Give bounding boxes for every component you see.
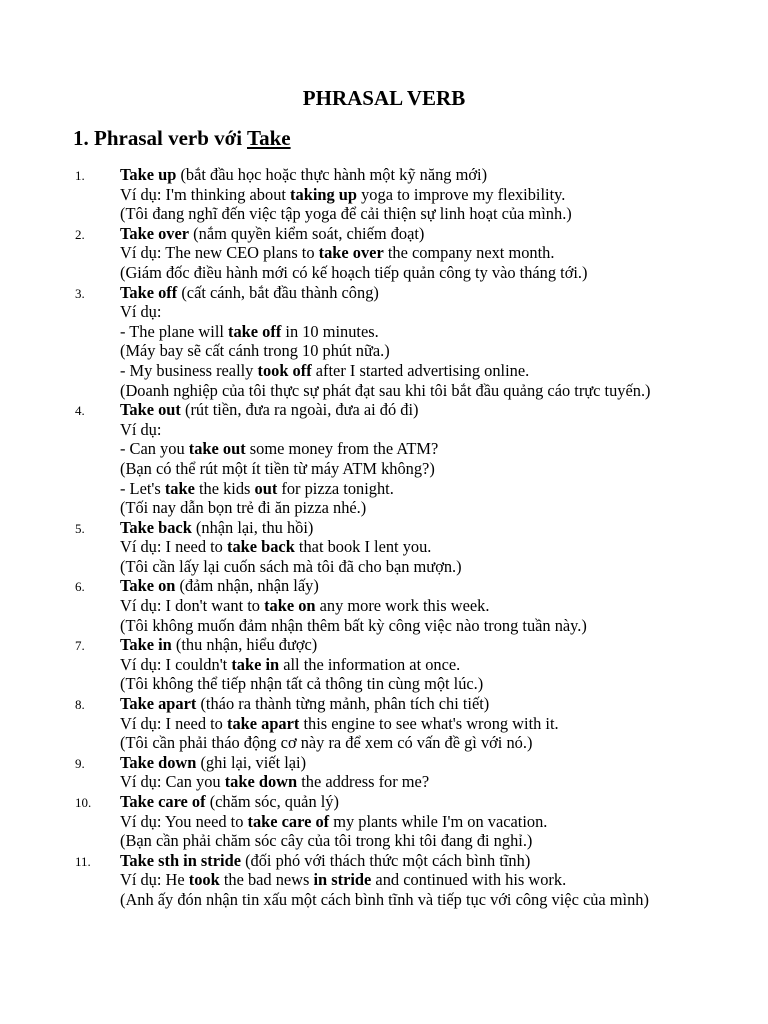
bold-phrase: Take out (120, 400, 181, 420)
bold-phrase: taking up (290, 184, 358, 204)
list-item-number: 4. (75, 403, 85, 419)
text-run: Ví dụ: I need to (120, 537, 227, 557)
text-run: Ví dụ: (120, 419, 162, 439)
example-line (120, 714, 694, 734)
list-item (0, 851, 768, 910)
bold-phrase: Take in (120, 635, 172, 655)
text-run: any more work this week. (315, 596, 490, 616)
text-run: (Máy bay sẽ cất cánh trong 10 phút nữa.) (120, 341, 390, 361)
bold-phrase: take in (231, 654, 280, 674)
text-run: after I started advertising online. (311, 360, 530, 380)
list-item (0, 518, 768, 577)
bold-phrase: Take on (120, 576, 176, 596)
text-run: (Anh ấy đón nhận tin xấu một cách bình tĩnh và tiếp tục với công việc của mình) (120, 889, 649, 909)
list-item-number: 11. (75, 853, 91, 869)
list-item (0, 792, 768, 851)
example-line (120, 420, 694, 440)
text-run: (Tôi đang nghĩ đến việc tập yoga để cải thiện sự linh hoạt của mình.) (120, 204, 572, 224)
list-item (0, 753, 768, 792)
text-run: (Giám đốc điều hành mới có kế hoạch tiếp quản công ty vào tháng tới.) (120, 262, 588, 282)
phrasal-verb-definition (120, 400, 694, 420)
example-line (120, 243, 694, 263)
text-run: Ví dụ: I couldn't (120, 654, 232, 674)
bold-phrase: take back (226, 537, 295, 557)
list-item-body (120, 224, 694, 283)
text-run: Ví dụ: I need to (120, 713, 227, 733)
list-item-body (120, 400, 694, 518)
phrasal-verb-definition (120, 224, 694, 244)
text-run: (ghi lại, viết lại) (196, 752, 307, 772)
text-run: (Doanh nghiệp của tôi thực sự phát đạt sau khi tôi bắt đầu quảng cáo trực tuyến.) (120, 380, 651, 400)
text-run: (nhận lại, thu hồi) (191, 517, 314, 537)
list-item-number: 1. (75, 168, 85, 183)
example-line (120, 596, 694, 616)
text-run: (đảm nhận, nhận lấy) (175, 576, 319, 596)
example-line (120, 204, 694, 224)
text-run: (Tôi cần phải tháo động cơ này ra để xem có vấn đề gì với nó.) (120, 733, 533, 753)
bold-phrase: Take back (120, 517, 192, 537)
example-line (120, 498, 694, 518)
example-line (120, 439, 694, 459)
example-line (120, 459, 694, 479)
example-line (120, 772, 694, 792)
list-item-number: 10. (75, 795, 92, 810)
example-line (120, 831, 694, 851)
example-line (120, 479, 694, 499)
list-item-number: 3. (75, 285, 85, 301)
bold-phrase: out (254, 478, 278, 498)
phrasal-verb-definition (120, 576, 694, 596)
text-run: Ví dụ: You need to (120, 811, 248, 831)
section-heading-prefix: 1. Phrasal verb với (73, 126, 247, 150)
phrasal-verb-definition (120, 792, 694, 812)
list-item-number: 5. (75, 520, 85, 536)
phrasal-verb-definition (120, 694, 694, 714)
example-line (120, 322, 694, 342)
phrasal-verb-list (0, 165, 768, 910)
bold-phrase: take out (188, 439, 246, 459)
example-line (120, 557, 694, 577)
example-line (120, 263, 694, 283)
text-run: (cất cánh, bắt đầu thành công) (177, 282, 379, 302)
bold-phrase: take apart (226, 713, 300, 733)
phrasal-verb-definition (120, 518, 694, 538)
bold-phrase: take on (264, 596, 316, 616)
list-item-number: 9. (75, 755, 85, 771)
text-run: (tháo ra thành từng mảnh, phân tích chi tiết) (196, 694, 490, 714)
list-item-body (120, 792, 694, 851)
text-run: - Let's (120, 478, 165, 498)
list-item-number: 7. (75, 638, 85, 654)
text-run: - My business really (120, 360, 258, 380)
list-item-body (120, 576, 694, 635)
text-run: (thu nhận, hiểu được) (171, 635, 318, 655)
list-item (0, 576, 768, 635)
list-item (0, 400, 768, 518)
section-heading (73, 124, 291, 152)
text-run: and continued with his work. (371, 870, 567, 890)
bold-phrase: take over (318, 243, 384, 263)
list-item (0, 165, 768, 224)
bold-phrase: in stride (313, 870, 372, 890)
text-run: Ví dụ: (120, 302, 162, 322)
list-item-body (120, 165, 694, 224)
text-run: the bad news (219, 870, 314, 890)
example-line (120, 733, 694, 753)
list-item-body (120, 518, 694, 577)
text-run: (Bạn có thể rút một ít tiền từ máy ATM không?) (120, 458, 435, 478)
phrasal-verb-definition (120, 851, 694, 871)
text-run: - The plane will (120, 321, 229, 341)
list-item (0, 635, 768, 694)
bold-phrase: take care of (247, 811, 330, 831)
list-item-body (120, 753, 694, 792)
example-line (120, 890, 694, 910)
text-run: (rút tiền, đưa ra ngoài, đưa ai đó đi) (180, 400, 419, 420)
list-item-number: 2. (75, 226, 85, 242)
bold-phrase: Take care of (120, 792, 206, 811)
example-line (120, 616, 694, 636)
text-run: the address for me? (297, 772, 430, 792)
example-line (120, 185, 694, 205)
text-run: Ví dụ: Can you (120, 772, 225, 792)
bold-phrase: took off (257, 360, 312, 380)
bold-phrase: Take down (120, 752, 197, 772)
list-item-body (120, 635, 694, 694)
text-run: - Can you (120, 439, 189, 459)
phrasal-verb-definition (120, 635, 694, 655)
bold-phrase: Take apart (120, 694, 197, 714)
text-run: (Tôi cần lấy lại cuốn sách mà tôi đã cho bạn mượn.) (120, 556, 462, 576)
bold-phrase: Take off (120, 282, 178, 302)
phrasal-verb-definition (120, 753, 694, 773)
text-run: (bắt đầu học hoặc thực hành một kỹ năng mới) (176, 165, 488, 184)
text-run: (chăm sóc, quản lý) (205, 792, 339, 811)
bold-phrase: take off (228, 321, 282, 341)
text-run: (nắm quyền kiểm soát, chiếm đoạt) (189, 223, 425, 243)
example-line (120, 674, 694, 694)
bold-phrase: Take sth in stride (120, 850, 241, 870)
example-line (120, 302, 694, 322)
phrasal-verb-definition (120, 165, 694, 185)
text-run: for pizza tonight. (277, 478, 394, 498)
text-run: Ví dụ: I'm thinking about (120, 184, 291, 204)
text-run: the company next month. (383, 243, 555, 263)
bold-phrase: Take over (120, 223, 190, 243)
example-line (120, 361, 694, 381)
list-item (0, 694, 768, 753)
example-line (120, 381, 694, 401)
text-run: (Tôi không muốn đảm nhận thêm bất kỳ công việc nào trong tuần này.) (120, 615, 587, 635)
text-run: in 10 minutes. (281, 321, 379, 341)
example-line (120, 870, 694, 890)
list-item-body (120, 283, 694, 401)
text-run: this engine to see what's wrong with it. (299, 713, 559, 733)
text-run: Ví dụ: I don't want to (120, 596, 265, 616)
example-line (120, 341, 694, 361)
text-run: Ví dụ: The new CEO plans to (120, 243, 319, 263)
text-run: (Tối nay dẫn bọn trẻ đi ăn pizza nhé.) (120, 498, 367, 518)
example-line (120, 812, 694, 832)
example-line (120, 655, 694, 675)
text-run: the kids (194, 478, 255, 498)
bold-phrase: Take up (120, 165, 177, 184)
text-run: (đối phó với thách thức một cách bình tĩnh) (240, 850, 531, 870)
text-run: all the information at once. (279, 654, 461, 674)
phrasal-verb-definition (120, 283, 694, 303)
list-item-number: 8. (75, 697, 85, 713)
example-line (120, 537, 694, 557)
list-item-number: 6. (75, 579, 85, 595)
text-run: yoga to improve my flexibility. (357, 184, 566, 204)
bold-phrase: take down (224, 772, 298, 792)
list-item (0, 283, 768, 401)
list-item-body (120, 851, 694, 910)
list-item-body (120, 694, 694, 753)
list-item (0, 224, 768, 283)
text-run: some money from the ATM? (245, 439, 439, 459)
bold-phrase: take (164, 478, 195, 498)
page-title: PHRASAL VERB (302, 86, 466, 110)
text-run: that book I lent you. (294, 537, 432, 557)
bold-phrase: took (188, 870, 220, 890)
text-run: Ví dụ: He (120, 870, 189, 890)
text-run: (Tôi không thể tiếp nhận tất cả thông tin cùng một lúc.) (120, 674, 484, 694)
section-heading-keyword: Take (247, 126, 291, 150)
text-run: (Bạn cần phải chăm sóc cây của tôi trong khi tôi đang đi nghỉ.) (120, 831, 533, 851)
text-run: my plants while I'm on vacation. (329, 811, 548, 831)
